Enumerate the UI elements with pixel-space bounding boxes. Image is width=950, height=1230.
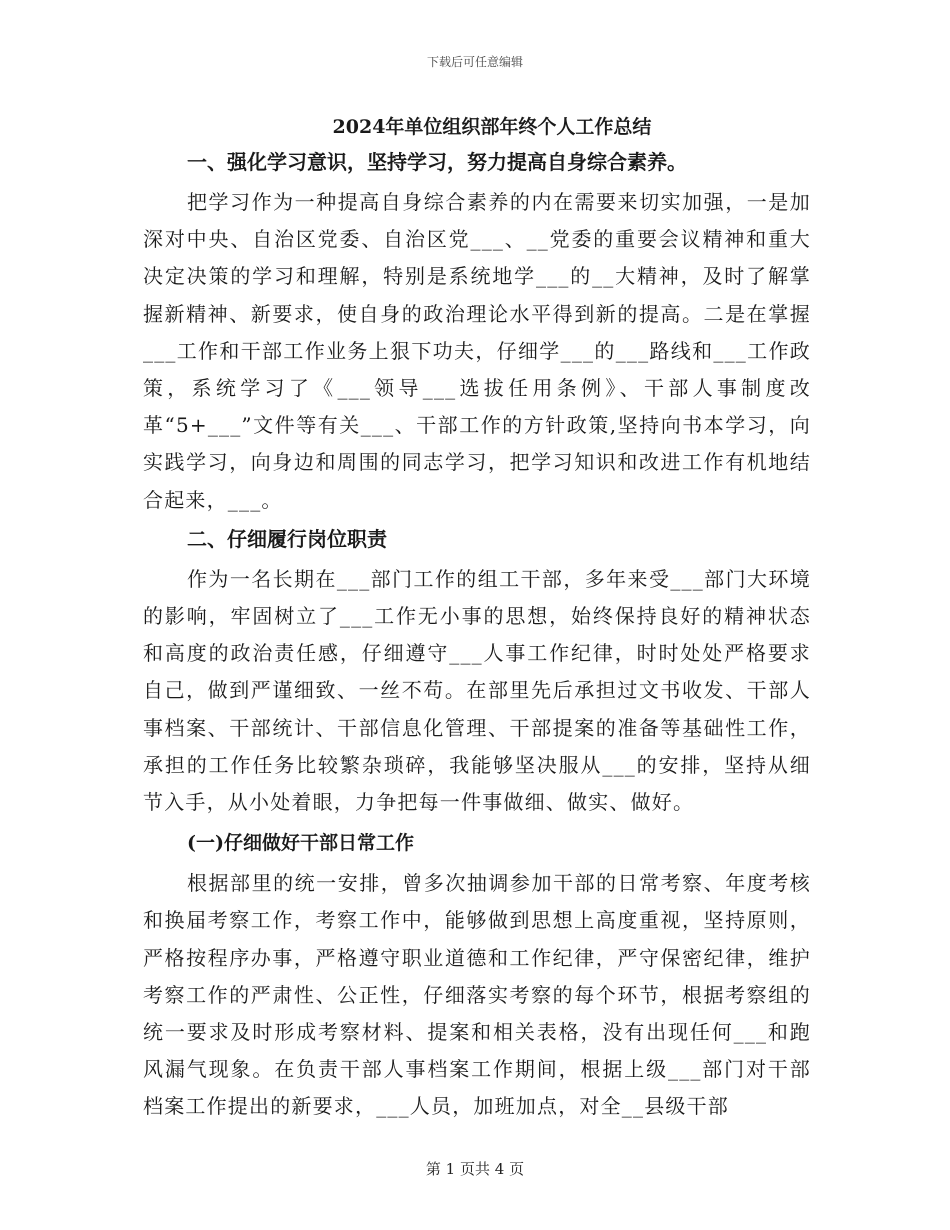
- section-heading-2: 二、仔细履行岗位职责: [187, 526, 387, 551]
- subsection-heading-1: (一)仔细做好干部日常工作: [187, 832, 414, 855]
- section-heading-1: 一、强化学习意识，坚持学习，努力提高自身综合素养。: [187, 150, 687, 174]
- document-body: [143, 112, 811, 1128]
- page-header-note: 下载后可任意编辑: [426, 55, 523, 69]
- page-footer-number: 第 1 页共 4 页: [425, 1160, 525, 1178]
- subsection-paragraph-1: 根据部里的统一安排，曾多次抽调参加干部的日常考察、年度考核和换届考察工作，考察工作中，能够做到思想上高度重视，坚持原则，严格按程序办事，严格遵守职业道德和工作纪律，严守保密纪律，维护考察工作的严肃性、公正性，仔细落实考察的每个环节，根据考察组的统一要求及时形成考察材料、提案和相关表格，没有出现任何___和跑风漏气现象。在负责干部人事档案工作期间，根据上级___部门对干部档案工作提出的新要求，___人员，加班加点，对全__县级干部: [143, 871, 811, 1119]
- section-paragraph-1: 把学习作为一种提高自身综合素养的内在需要来切实加强，一是加深对中央、自治区党委、自治区党___、__党委的重要会议精神和重大决定决策的学习和理解，特别是系统地学___的__大精神，及时了解掌握新精神、新要求，使自身的政治理论水平得到新的提高。二是在掌握___工作和干部工作业务上狠下功夫，仔细学___的___路线和___工作政策，系统学习了《___领导___选拔任用条例》、干部人事制度改革“5+___”文件等有关___、干部工作的方针政策,坚持向书本学习，向实践学习，向身边和周围的同志学习，把学习知识和改进工作有机地结合起来，___。: [143, 190, 811, 512]
- section-paragraph-2: 作为一名长期在___部门工作的组工干部，多年来受___部门大环境的影响，牢固树立了___工作无小事的思想，始终保持良好的精神状态和高度的政治责任感，仔细遵守___人事工作纪律，时时处处严格要求自己，做到严谨细致、一丝不苟。在部里先后承担过文书收发、干部人事档案、干部统计、干部信息化管理、干部提案的准备等基础性工作，承担的工作任务比较繁杂琐碎，我能够坚决服从___的安排，坚持从细节入手，从小处着眼，力争把每一件事做细、做实、做好。: [143, 566, 811, 815]
- document-title: 2024年单位组织部年终个人工作总结: [332, 116, 652, 138]
